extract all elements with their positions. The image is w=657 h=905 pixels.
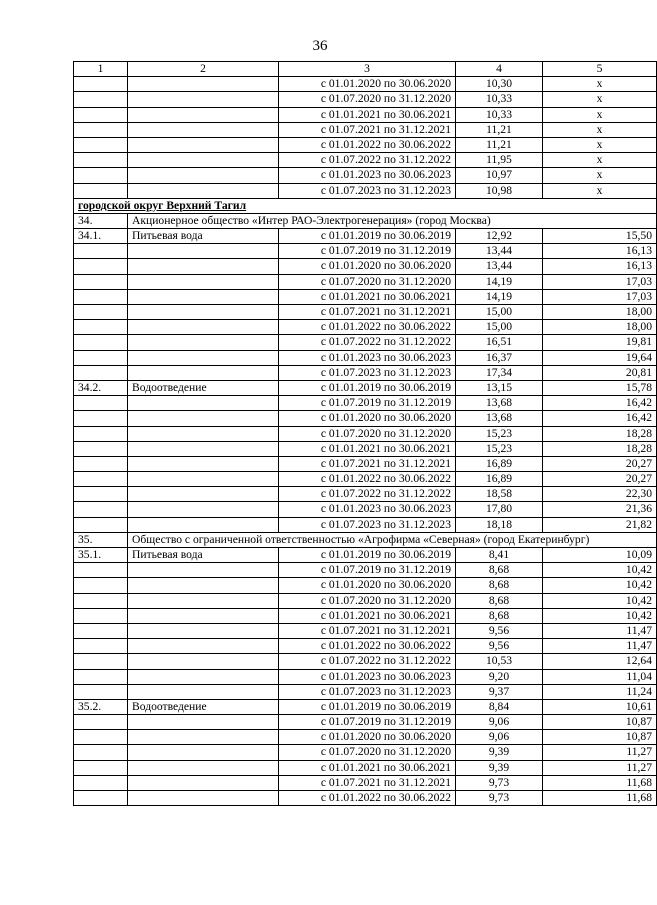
table-row [74, 122, 657, 137]
tariff-vat-cell: 10,61 [543, 699, 657, 714]
table-row [74, 274, 657, 289]
tariff-cell: 13,68 [456, 396, 543, 411]
service-name-cell [128, 608, 279, 623]
period-cell: с 01.01.2020 по 30.06.2020 [279, 578, 456, 593]
period-cell: с 01.07.2020 по 31.12.2020 [279, 593, 456, 608]
service-name-cell [128, 92, 279, 107]
table-row [74, 775, 657, 790]
tariff-vat-cell: 19,64 [543, 350, 657, 365]
tariff-vat-cell: х [543, 153, 657, 168]
tariff-vat-cell: 10,87 [543, 715, 657, 730]
tariff-cell: 18,18 [456, 517, 543, 532]
table-row [74, 77, 657, 92]
tariff-vat-cell: 15,78 [543, 380, 657, 395]
tariff-cell: 11,21 [456, 122, 543, 137]
table-row [74, 563, 657, 578]
tariff-cell: 18,58 [456, 487, 543, 502]
tariff-cell: 10,33 [456, 107, 543, 122]
period-cell: с 01.07.2023 по 31.12.2023 [279, 183, 456, 198]
tariff-vat-cell: 18,28 [543, 441, 657, 456]
period-cell: с 01.07.2020 по 31.12.2020 [279, 92, 456, 107]
tariff-vat-cell: 16,13 [543, 244, 657, 259]
tariff-table [73, 61, 657, 806]
period-cell: с 01.01.2020 по 30.06.2020 [279, 730, 456, 745]
period-cell: с 01.01.2020 по 30.06.2020 [279, 259, 456, 274]
row-number-cell [74, 502, 128, 517]
row-number-cell: 34.1. [74, 229, 128, 244]
period-cell: с 01.07.2021 по 31.12.2021 [279, 623, 456, 638]
table-row [74, 244, 657, 259]
organization-row [74, 532, 657, 547]
tariff-cell: 14,19 [456, 274, 543, 289]
table-row [74, 715, 657, 730]
row-number-cell [74, 335, 128, 350]
period-cell: с 01.01.2022 по 30.06.2022 [279, 791, 456, 806]
service-name-cell [128, 791, 279, 806]
tariff-vat-cell: х [543, 168, 657, 183]
tariff-cell: 16,37 [456, 350, 543, 365]
tariff-vat-cell: 11,04 [543, 669, 657, 684]
tariff-vat-cell: х [543, 107, 657, 122]
district-name: городской округ Верхний Тагил [74, 198, 657, 213]
service-name-cell [128, 396, 279, 411]
row-number-cell [74, 107, 128, 122]
service-name-cell [128, 578, 279, 593]
tariff-vat-cell: х [543, 122, 657, 137]
row-number-cell: 35.2. [74, 699, 128, 714]
tariff-cell: 10,53 [456, 654, 543, 669]
period-cell: с 01.07.2023 по 31.12.2023 [279, 517, 456, 532]
tariff-vat-cell: 11,68 [543, 791, 657, 806]
tariff-cell: 9,06 [456, 715, 543, 730]
tariff-vat-cell: 11,24 [543, 684, 657, 699]
period-cell: с 01.01.2021 по 30.06.2021 [279, 760, 456, 775]
period-cell: с 01.01.2020 по 30.06.2020 [279, 77, 456, 92]
row-number-cell [74, 183, 128, 198]
table-row [74, 487, 657, 502]
service-name-cell [128, 760, 279, 775]
service-name-cell [128, 411, 279, 426]
service-name-cell [128, 153, 279, 168]
tariff-cell: 16,89 [456, 456, 543, 471]
row-number-cell [74, 350, 128, 365]
service-name-cell [128, 183, 279, 198]
tariff-cell: 8,41 [456, 548, 543, 563]
period-cell: с 01.07.2022 по 31.12.2022 [279, 487, 456, 502]
tariff-cell: 15,23 [456, 441, 543, 456]
period-cell: с 01.01.2019 по 30.06.2019 [279, 548, 456, 563]
row-number-cell: 35.1. [74, 548, 128, 563]
organization-number: 34. [74, 213, 128, 228]
period-cell: с 01.01.2022 по 30.06.2022 [279, 639, 456, 654]
service-name-cell [128, 122, 279, 137]
row-number-cell [74, 274, 128, 289]
row-number-cell [74, 320, 128, 335]
table-row [74, 153, 657, 168]
tariff-cell: 16,89 [456, 472, 543, 487]
period-cell: с 01.07.2019 по 31.12.2019 [279, 396, 456, 411]
tariff-vat-cell: 11,47 [543, 623, 657, 638]
tariff-cell: 8,68 [456, 578, 543, 593]
tariff-cell: 8,68 [456, 563, 543, 578]
service-name-cell: Водоотведение [128, 699, 279, 714]
period-cell: с 01.01.2019 по 30.06.2019 [279, 380, 456, 395]
district-row [74, 198, 657, 213]
tariff-vat-cell: 12,64 [543, 654, 657, 669]
period-cell: с 01.01.2022 по 30.06.2022 [279, 320, 456, 335]
tariff-cell: 10,33 [456, 92, 543, 107]
row-number-cell [74, 472, 128, 487]
row-number-cell [74, 153, 128, 168]
row-number-cell [74, 92, 128, 107]
period-cell: с 01.07.2021 по 31.12.2021 [279, 456, 456, 471]
service-name-cell [128, 426, 279, 441]
tariff-cell: 15,23 [456, 426, 543, 441]
service-name-cell [128, 669, 279, 684]
row-number-cell [74, 669, 128, 684]
table-row [74, 791, 657, 806]
period-cell: с 01.01.2021 по 30.06.2021 [279, 608, 456, 623]
tariff-vat-cell: х [543, 183, 657, 198]
period-cell: с 01.07.2021 по 31.12.2021 [279, 122, 456, 137]
tariff-cell: 11,95 [456, 153, 543, 168]
row-number-cell [74, 396, 128, 411]
period-cell: с 01.01.2022 по 30.06.2022 [279, 137, 456, 152]
period-cell: с 01.01.2023 по 30.06.2023 [279, 350, 456, 365]
tariff-vat-cell: 11,27 [543, 760, 657, 775]
service-name-cell [128, 335, 279, 350]
table-row [74, 441, 657, 456]
table-row [74, 593, 657, 608]
table-row [74, 669, 657, 684]
service-name-cell: Питьевая вода [128, 548, 279, 563]
service-name-cell [128, 107, 279, 122]
tariff-cell: 9,73 [456, 791, 543, 806]
service-name-cell [128, 487, 279, 502]
row-number-cell [74, 365, 128, 380]
period-cell: с 01.07.2019 по 31.12.2019 [279, 715, 456, 730]
tariff-vat-cell: 20,27 [543, 456, 657, 471]
row-number-cell [74, 563, 128, 578]
row-number-cell [74, 517, 128, 532]
table-row [74, 654, 657, 669]
tariff-cell: 10,98 [456, 183, 543, 198]
table-row [74, 608, 657, 623]
row-number-cell [74, 426, 128, 441]
tariff-cell: 15,00 [456, 305, 543, 320]
row-number-cell [74, 791, 128, 806]
tariff-vat-cell: 10,87 [543, 730, 657, 745]
row-number-cell [74, 441, 128, 456]
tariff-vat-cell: 18,28 [543, 426, 657, 441]
tariff-vat-cell: 16,42 [543, 411, 657, 426]
period-cell: с 01.07.2022 по 31.12.2022 [279, 335, 456, 350]
tariff-vat-cell: 18,00 [543, 305, 657, 320]
column-header-1: 1 [74, 62, 128, 77]
service-name-cell [128, 517, 279, 532]
tariff-cell: 9,39 [456, 745, 543, 760]
tariff-cell: 9,56 [456, 639, 543, 654]
table-row [74, 183, 657, 198]
service-name-cell [128, 289, 279, 304]
period-cell: с 01.01.2021 по 30.06.2021 [279, 107, 456, 122]
tariff-cell: 11,21 [456, 137, 543, 152]
row-number-cell [74, 715, 128, 730]
period-cell: с 01.07.2021 по 31.12.2021 [279, 775, 456, 790]
service-name-cell [128, 639, 279, 654]
service-name-cell [128, 623, 279, 638]
tariff-cell: 9,56 [456, 623, 543, 638]
service-name-cell [128, 259, 279, 274]
period-cell: с 01.07.2023 по 31.12.2023 [279, 365, 456, 380]
service-name-cell [128, 350, 279, 365]
tariff-table-body [74, 62, 657, 806]
tariff-cell: 9,39 [456, 760, 543, 775]
period-cell: с 01.01.2019 по 30.06.2019 [279, 229, 456, 244]
period-cell: с 01.07.2020 по 31.12.2020 [279, 745, 456, 760]
tariff-cell: 13,44 [456, 244, 543, 259]
table-row [74, 107, 657, 122]
tariff-vat-cell: х [543, 92, 657, 107]
table-row [74, 517, 657, 532]
table-row [74, 229, 657, 244]
tariff-vat-cell: 11,47 [543, 639, 657, 654]
period-cell: с 01.07.2020 по 31.12.2020 [279, 274, 456, 289]
row-number-cell [74, 289, 128, 304]
table-row [74, 289, 657, 304]
row-number-cell [74, 639, 128, 654]
table-row [74, 730, 657, 745]
table-row [74, 350, 657, 365]
period-cell: с 01.01.2021 по 30.06.2021 [279, 289, 456, 304]
tariff-vat-cell: 22,30 [543, 487, 657, 502]
tariff-vat-cell: 10,42 [543, 608, 657, 623]
tariff-vat-cell: 19,81 [543, 335, 657, 350]
row-number-cell: 34.2. [74, 380, 128, 395]
tariff-cell: 8,68 [456, 593, 543, 608]
tariff-cell: 17,80 [456, 502, 543, 517]
service-name-cell: Питьевая вода [128, 229, 279, 244]
service-name-cell [128, 77, 279, 92]
tariff-vat-cell: 17,03 [543, 274, 657, 289]
tariff-vat-cell: х [543, 137, 657, 152]
table-row [74, 137, 657, 152]
service-name-cell [128, 137, 279, 152]
table-row [74, 548, 657, 563]
period-cell: с 01.07.2020 по 31.12.2020 [279, 426, 456, 441]
tariff-cell: 16,51 [456, 335, 543, 350]
tariff-cell: 9,20 [456, 669, 543, 684]
row-number-cell [74, 593, 128, 608]
table-row [74, 259, 657, 274]
service-name-cell: Водоотведение [128, 380, 279, 395]
period-cell: с 01.01.2023 по 30.06.2023 [279, 502, 456, 517]
table-header-row [74, 62, 657, 77]
tariff-cell: 13,68 [456, 411, 543, 426]
period-cell: с 01.07.2019 по 31.12.2019 [279, 244, 456, 259]
table-row [74, 760, 657, 775]
row-number-cell [74, 411, 128, 426]
row-number-cell [74, 305, 128, 320]
period-cell: с 01.01.2020 по 30.06.2020 [279, 411, 456, 426]
column-header-3: 3 [279, 62, 456, 77]
period-cell: с 01.07.2022 по 31.12.2022 [279, 153, 456, 168]
service-name-cell [128, 456, 279, 471]
tariff-vat-cell: 16,42 [543, 396, 657, 411]
row-number-cell [74, 244, 128, 259]
period-cell: с 01.01.2023 по 30.06.2023 [279, 168, 456, 183]
service-name-cell [128, 775, 279, 790]
table-row [74, 168, 657, 183]
tariff-cell: 14,19 [456, 289, 543, 304]
tariff-vat-cell: 10,42 [543, 593, 657, 608]
table-row [74, 699, 657, 714]
tariff-cell: 12,92 [456, 229, 543, 244]
table-row [74, 92, 657, 107]
service-name-cell [128, 472, 279, 487]
organization-number: 35. [74, 532, 128, 547]
table-row [74, 456, 657, 471]
period-cell: с 01.07.2019 по 31.12.2019 [279, 563, 456, 578]
tariff-cell: 13,44 [456, 259, 543, 274]
service-name-cell [128, 320, 279, 335]
period-cell: с 01.07.2023 по 31.12.2023 [279, 684, 456, 699]
tariff-cell: 8,68 [456, 608, 543, 623]
service-name-cell [128, 745, 279, 760]
row-number-cell [74, 168, 128, 183]
table-row [74, 380, 657, 395]
tariff-vat-cell: 10,42 [543, 578, 657, 593]
table-row [74, 305, 657, 320]
tariff-vat-cell: 11,27 [543, 745, 657, 760]
row-number-cell [74, 654, 128, 669]
tariff-cell: 15,00 [456, 320, 543, 335]
tariff-vat-cell: 11,68 [543, 775, 657, 790]
table-row [74, 426, 657, 441]
period-cell: с 01.01.2019 по 30.06.2019 [279, 699, 456, 714]
row-number-cell [74, 456, 128, 471]
column-header-5: 5 [543, 62, 657, 77]
table-row [74, 684, 657, 699]
row-number-cell [74, 730, 128, 745]
tariff-vat-cell: 20,27 [543, 472, 657, 487]
table-row [74, 623, 657, 638]
service-name-cell [128, 684, 279, 699]
tariff-vat-cell: 15,50 [543, 229, 657, 244]
organization-name: Акционерное общество «Интер РАО-Электрогенерация» (город Москва) [128, 213, 657, 228]
tariff-cell: 13,15 [456, 380, 543, 395]
page-number: 36 [312, 38, 328, 54]
row-number-cell [74, 122, 128, 137]
organization-row [74, 213, 657, 228]
table-row [74, 411, 657, 426]
period-cell: с 01.01.2022 по 30.06.2022 [279, 472, 456, 487]
service-name-cell [128, 654, 279, 669]
tariff-cell: 10,97 [456, 168, 543, 183]
row-number-cell [74, 775, 128, 790]
tariff-vat-cell: 17,03 [543, 289, 657, 304]
service-name-cell [128, 593, 279, 608]
tariff-vat-cell: 20,81 [543, 365, 657, 380]
tariff-cell: 9,06 [456, 730, 543, 745]
table-row [74, 335, 657, 350]
row-number-cell [74, 608, 128, 623]
row-number-cell [74, 684, 128, 699]
service-name-cell [128, 441, 279, 456]
service-name-cell [128, 244, 279, 259]
tariff-cell: 9,73 [456, 775, 543, 790]
table-row [74, 639, 657, 654]
row-number-cell [74, 760, 128, 775]
tariff-cell: 17,34 [456, 365, 543, 380]
service-name-cell [128, 274, 279, 289]
period-cell: с 01.01.2023 по 30.06.2023 [279, 669, 456, 684]
period-cell: с 01.07.2021 по 31.12.2021 [279, 305, 456, 320]
service-name-cell [128, 168, 279, 183]
organization-name: Общество с ограниченной ответственностью «Агрофирма «Северная» (город Екатеринбург) [128, 532, 657, 547]
row-number-cell [74, 259, 128, 274]
tariff-vat-cell: 21,82 [543, 517, 657, 532]
row-number-cell [74, 77, 128, 92]
tariff-vat-cell: х [543, 77, 657, 92]
tariff-vat-cell: 10,42 [543, 563, 657, 578]
tariff-vat-cell: 10,09 [543, 548, 657, 563]
tariff-cell: 8,84 [456, 699, 543, 714]
tariff-vat-cell: 21,36 [543, 502, 657, 517]
service-name-cell [128, 365, 279, 380]
tariff-vat-cell: 18,00 [543, 320, 657, 335]
service-name-cell [128, 715, 279, 730]
period-cell: с 01.07.2022 по 31.12.2022 [279, 654, 456, 669]
service-name-cell [128, 502, 279, 517]
table-row [74, 472, 657, 487]
service-name-cell [128, 305, 279, 320]
tariff-cell: 9,37 [456, 684, 543, 699]
row-number-cell [74, 745, 128, 760]
table-row [74, 578, 657, 593]
tariff-cell: 10,30 [456, 77, 543, 92]
service-name-cell [128, 730, 279, 745]
tariff-vat-cell: 16,13 [543, 259, 657, 274]
column-header-2: 2 [128, 62, 279, 77]
service-name-cell [128, 563, 279, 578]
row-number-cell [74, 487, 128, 502]
table-row [74, 396, 657, 411]
column-header-4: 4 [456, 62, 543, 77]
table-row [74, 365, 657, 380]
row-number-cell [74, 623, 128, 638]
row-number-cell [74, 137, 128, 152]
row-number-cell [74, 578, 128, 593]
table-row [74, 745, 657, 760]
period-cell: с 01.01.2021 по 30.06.2021 [279, 441, 456, 456]
table-row [74, 502, 657, 517]
table-row [74, 320, 657, 335]
